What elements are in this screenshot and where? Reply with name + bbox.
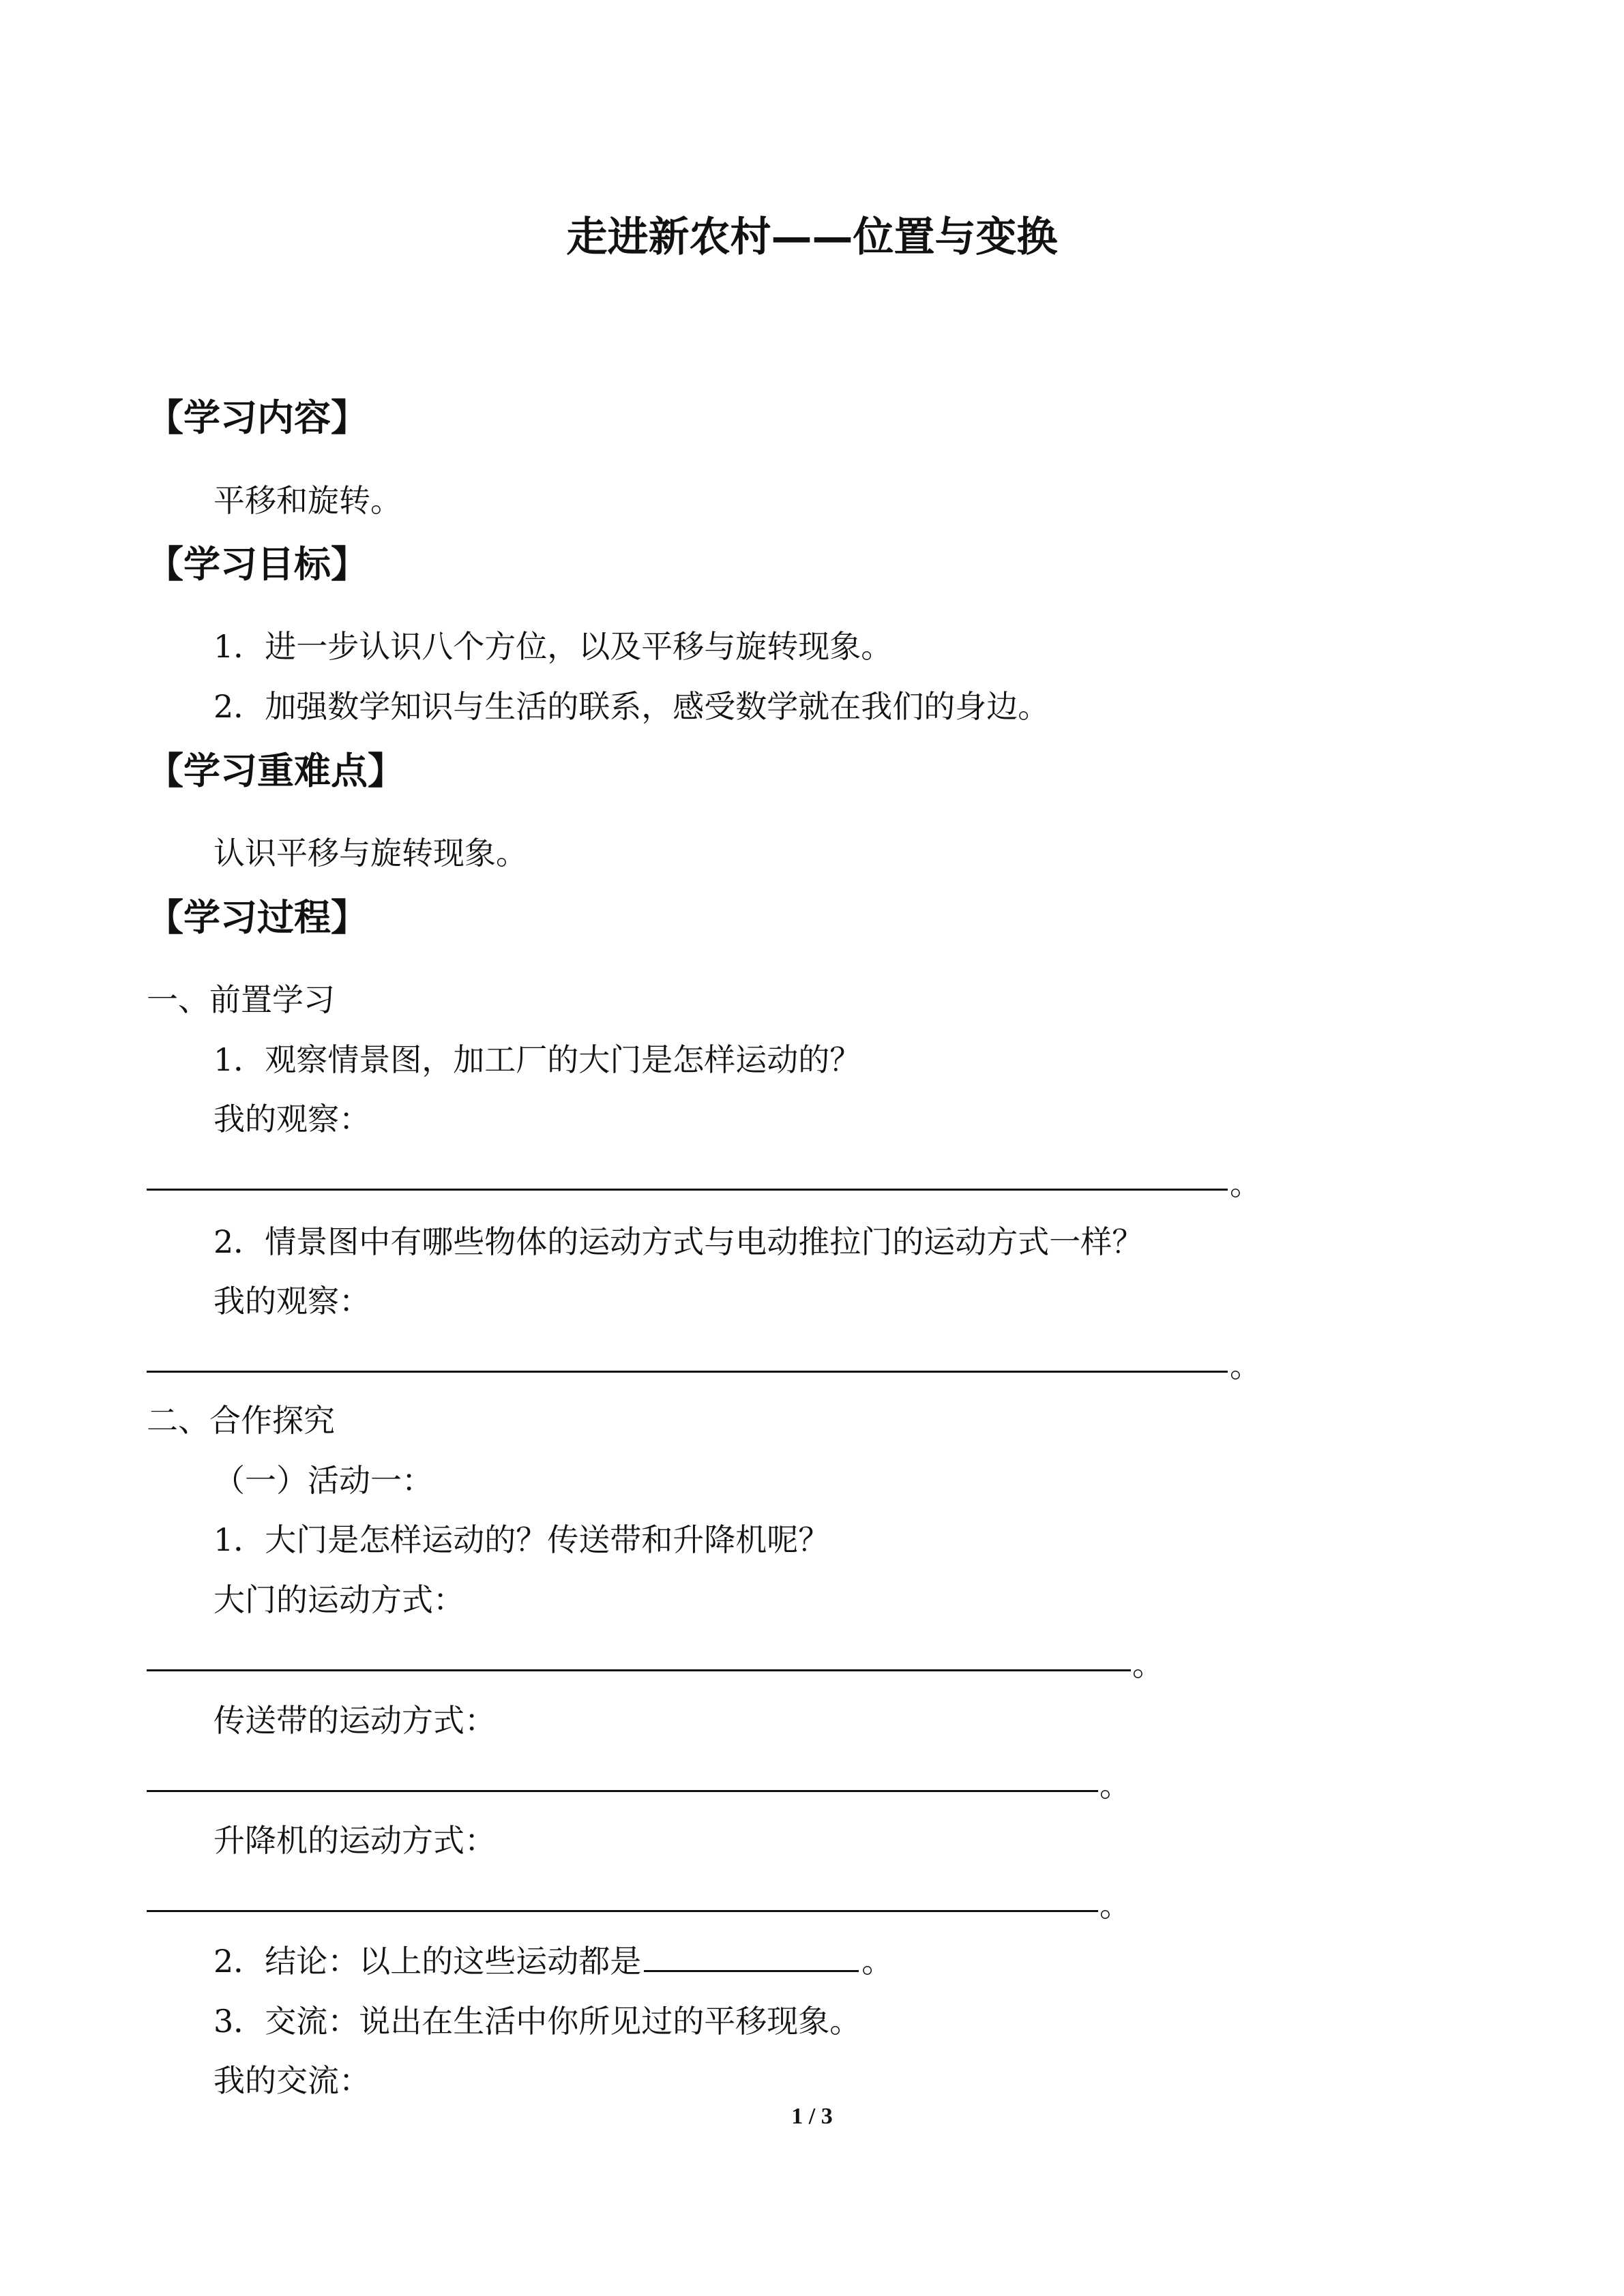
activity-one-label: （一）活动一： bbox=[213, 1462, 433, 1499]
part1-title: 一、前置学习 bbox=[147, 981, 335, 1018]
conclusion-suffix: 。 bbox=[861, 1943, 894, 1980]
part2-question-1: 1．大门是怎样运动的？传送带和升降机呢？ bbox=[213, 1521, 830, 1558]
part1-question-2: 2．情景图中有哪些物体的运动方式与电动推拉门的运动方式一样？ bbox=[213, 1223, 1144, 1260]
lift-answer-line[interactable] bbox=[147, 1910, 1098, 1912]
answer-line-2[interactable] bbox=[147, 1371, 1228, 1373]
part1-observe-label-2: 我的观察： bbox=[213, 1283, 370, 1320]
exchange-label: 我的交流： bbox=[213, 2062, 370, 2099]
belt-motion-label: 传送带的运动方式： bbox=[213, 1702, 496, 1739]
lift-answer-period: 。 bbox=[1099, 1887, 1131, 1924]
part2-title: 二、合作探究 bbox=[147, 1402, 335, 1439]
conclusion-blank[interactable] bbox=[644, 1943, 859, 1972]
conclusion-line bbox=[213, 1937, 893, 1982]
heading-goals: 【学习目标】 bbox=[147, 543, 368, 586]
answer-period-1: 。 bbox=[1230, 1165, 1261, 1202]
gate-answer-line[interactable] bbox=[147, 1669, 1131, 1671]
goal-item-2: 2．加强数学知识与生活的联系，感受数学就在我们的身边。 bbox=[213, 688, 1050, 725]
difficulty-text: 认识平移与旋转现象。 bbox=[213, 835, 527, 871]
content-text: 平移和旋转。 bbox=[213, 482, 402, 519]
page-number: 1 / 3 bbox=[791, 2104, 833, 2129]
answer-line-1[interactable] bbox=[147, 1189, 1228, 1191]
goal-item-1: 1．进一步认识八个方位，以及平移与旋转现象。 bbox=[213, 628, 893, 665]
answer-period-2: 。 bbox=[1230, 1347, 1261, 1384]
gate-answer-period: 。 bbox=[1132, 1646, 1164, 1683]
part1-question-1: 1．观察情景图，加工厂的大门是怎样运动的？ bbox=[213, 1041, 861, 1078]
gate-motion-label: 大门的运动方式： bbox=[213, 1581, 464, 1618]
belt-answer-line[interactable] bbox=[147, 1790, 1098, 1792]
heading-content: 【学习内容】 bbox=[147, 396, 368, 439]
belt-answer-period: 。 bbox=[1099, 1767, 1131, 1804]
part2-question-3: 3．交流：说出在生活中你所见过的平移现象。 bbox=[213, 2003, 861, 2040]
heading-process: 【学习过程】 bbox=[147, 896, 368, 939]
part1-observe-label-1: 我的观察： bbox=[213, 1101, 370, 1137]
heading-difficulty: 【学习重难点】 bbox=[147, 749, 404, 792]
lift-motion-label: 升降机的运动方式： bbox=[213, 1822, 496, 1859]
conclusion-prefix: 2．结论：以上的这些运动都是 bbox=[213, 1943, 642, 1980]
page-title: 走进新农村——位置与变换 bbox=[566, 213, 1058, 261]
